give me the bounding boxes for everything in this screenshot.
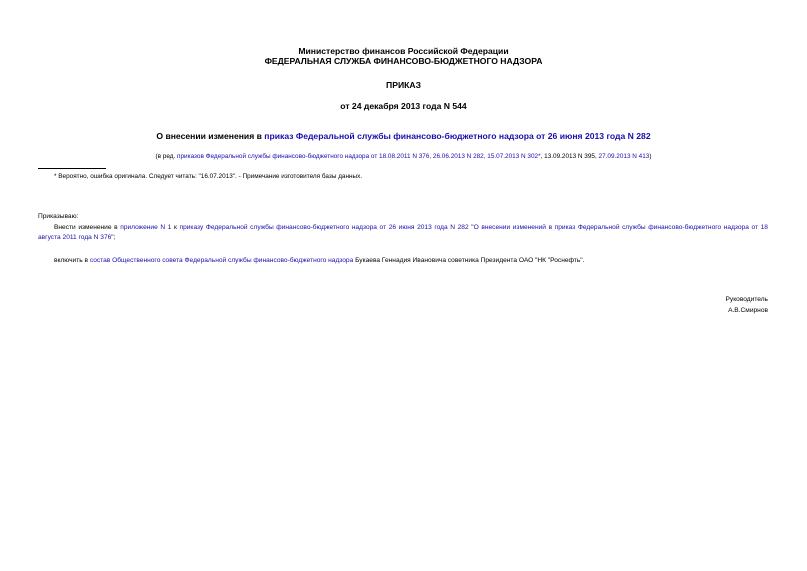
document-type: ПРИКАЗ	[386, 80, 421, 90]
revisions-middle: , 13.09.2013 N 395,	[540, 153, 599, 160]
p2-text-a: включить в	[54, 257, 90, 264]
revisions-link-2[interactable]: 27.09.2013 N 413	[598, 153, 650, 160]
p1-link-appendix[interactable]: приложение N 1	[120, 224, 172, 231]
revisions-prefix: (в ред.	[155, 153, 178, 160]
revisions-suffix: )	[649, 153, 652, 160]
title-prefix: О внесении изменения в	[156, 131, 265, 141]
p2-link-council[interactable]: состав Общественного совета Федеральной службы финансово-бюджетного надзора	[89, 257, 354, 264]
order-word: Приказываю:	[38, 213, 79, 220]
revisions-link[interactable]: приказов Федеральной службы финансово-бюджетного надзора от 18.08.2011 N 376, 26.06.2013 N 282, 15.07.2013 N 302*	[177, 153, 541, 160]
document-title	[0, 131, 807, 141]
document-date: от 24 декабря 2013 года N 544	[340, 101, 467, 111]
service-name: ФЕДЕРАЛЬНАЯ СЛУЖБА ФИНАНСОВО-БЮДЖЕТНОГО НАДЗОРА	[264, 56, 543, 66]
p1-text-b: к	[171, 224, 180, 231]
paragraph-1	[38, 223, 768, 243]
p2-text-b: Букаева Геннадия Ивановича советника Президента ОАО "НК "Роснефть".	[353, 257, 585, 264]
p1-text-c: "	[468, 224, 474, 231]
paragraph-2	[54, 256, 584, 266]
signature-name: А.В.Смирнов	[728, 307, 768, 314]
revisions-note	[0, 152, 807, 161]
p1-text-a: Внести изменение в	[54, 224, 121, 231]
p1-text-d: ";	[111, 234, 116, 241]
p1-link-amendment[interactable]: О внесении изменений в приказ Федеральной службы финансово-бюджетного надзора от 18 августа 2011 года N 376	[38, 224, 768, 241]
p1-link-order[interactable]: приказу Федеральной службы финансово-бюджетного надзора от 26 июня 2013 года N 282	[179, 224, 469, 231]
footnote: * Вероятно, ошибка оригинала. Следует читать: "16.07.2013". - Примечание изготовителя базы данных.	[54, 173, 363, 180]
ministry-name: Министерство финансов Российской Федерации	[298, 46, 509, 56]
title-link[interactable]: приказ Федеральной службы финансово-бюджетного надзора от 26 июня 2013 года N 282	[264, 131, 651, 141]
footnote-divider	[38, 168, 106, 169]
signature-position: Руководитель	[725, 296, 768, 303]
